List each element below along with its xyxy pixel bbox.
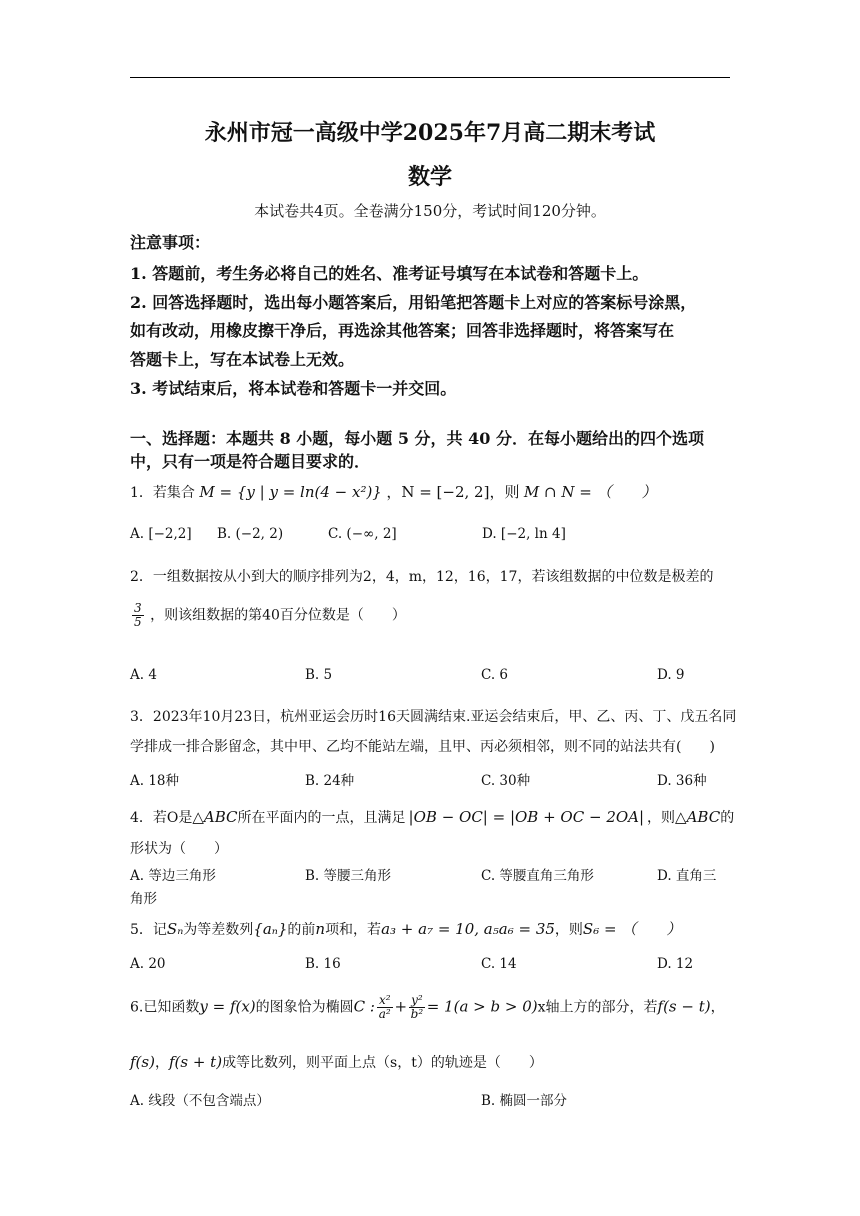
q6-frac-y: [409, 994, 425, 1021]
q1-option-c: C. (−∞, 2]: [328, 526, 397, 542]
notice-item-2-line-1: 2. 回答选择题时，选出每小题答案后，用铅笔把答题卡上对应的答案标号涂黑，: [130, 293, 697, 312]
q1-option-a: A. [−2,2]: [130, 526, 192, 542]
q6-text-d: ，: [710, 999, 725, 1016]
q1-option-d: D. [−2, ln 4]: [482, 526, 566, 542]
q6-text-e: ，: [154, 1055, 169, 1071]
q2-option-c: C. 6: [481, 667, 509, 683]
q4-option-a: A. 等边三角形: [130, 868, 216, 884]
q1-set: M = {y | y = ln(4 − x²)}: [199, 483, 382, 501]
q2-option-d: D. 9: [657, 667, 685, 683]
question-3-line-2: 学排成一排合影留念，其中甲、乙均不能站左端，且甲、丙必须相邻，则不同的站法共有( ): [130, 739, 715, 755]
q6-f-s-minus-t: f(s − t): [657, 997, 711, 1016]
question-2-line-2: [130, 602, 406, 629]
notice-item-3: 3. 考试结束后，将本试卷和答题卡一并交回。: [130, 379, 457, 398]
q2-fraction: [132, 602, 144, 629]
question-6-line-1: 6.已知函数y = f(x)的图象恰为椭圆C : $\frac{\text{x²}}{\text{a²}}$ + $\frac{\text{y²}}{\text{b²}}$ = 1(a > b > 0)x轴上方的部分，若f(s − t)，: [130, 993, 725, 1021]
exam-info: 本试卷共4页。全卷满分150分，考试时间120分钟。: [254, 202, 606, 220]
q5-condition: a₃ + a₇ = 10, a₅a₆ = 35: [381, 920, 555, 938]
q5-sn: Sₙ: [166, 920, 184, 938]
q6-func: y = f(x): [199, 997, 256, 1016]
q1-prefix: 1．若集合: [130, 485, 195, 501]
header-rule: [130, 77, 730, 78]
q3-option-c: C. 30种: [481, 773, 531, 789]
q5-text-a: 5．记: [130, 922, 167, 938]
notice-item-2-line-3: 答题卡上，写在本试卷上无效。: [130, 350, 355, 369]
q4-option-d-wrap: 角形: [130, 891, 157, 907]
q4-text-d: 的: [720, 810, 735, 826]
q5-text-e: ，则: [554, 922, 583, 938]
q6-frac-x-den: a²: [378, 1007, 391, 1021]
q4-text-a: 4．若O是: [130, 810, 193, 826]
q2-line-2-text: ，则该组数据的第40百分位数是（ ）: [150, 607, 406, 624]
q3-option-d: D. 36种: [657, 773, 707, 789]
q5-text-d: 项和，若: [325, 922, 382, 938]
question-5: [130, 918, 681, 939]
q5-option-a: A. 20: [130, 956, 166, 972]
q6-ellipse-c: C :: [353, 997, 375, 1016]
q6-f-s: f(s): [130, 1053, 155, 1071]
q3-option-a: A. 18种: [130, 773, 180, 789]
section-1-line-2: 中，只有一项是符合题目要求的．: [130, 452, 371, 471]
q6-frac-y-den: b²: [410, 1007, 424, 1021]
q1-option-b: B. (−2, 2): [217, 526, 284, 542]
question-2-line-1: 2．一组数据按从小到大的顺序排列为2，4，m，12，16，17，若该组数据的中位数是极差的: [130, 569, 714, 585]
q6-option-a: A. 线段（不包含端点）: [130, 1093, 270, 1109]
section-1-line-1: 一、选择题：本题共 8 小题，每小题 5 分，共 40 分．在每小题给出的四个选项: [130, 429, 704, 448]
q4-option-b: B. 等腰三角形: [305, 868, 392, 884]
q6-text-a: 6.已知函数: [130, 999, 200, 1016]
notice-heading: 注意事项：: [130, 233, 211, 252]
q1-n-part: ，N = [−2, 2]，则: [386, 483, 520, 501]
question-6-line-2: [130, 1052, 543, 1072]
notice-item-1: 1. 答题前，考生务必将自己的姓名、准考证号填写在本试卷和答题卡上。: [130, 264, 649, 283]
q2-option-b: B. 5: [305, 667, 333, 683]
q6-frac-x-num: x²: [378, 993, 391, 1007]
q5-text-c: 的前: [287, 922, 316, 938]
q5-ask: S₆ = （ ）: [582, 920, 682, 938]
notice-item-2-line-2: 如有改动，用橡皮擦干净后，再选涂其他答案；回答非选择题时，将答案写在: [130, 321, 675, 340]
q6-frac-x: [377, 994, 393, 1021]
question-4-line-2: 形状为（ ）: [130, 841, 228, 857]
q4-triangle: △ABC: [192, 808, 238, 826]
exam-title: 永州市冠一高级中学2025年7月高二期末考试: [204, 120, 656, 146]
q6-frac-y-num: y²: [411, 993, 423, 1007]
question-4-line-1: [130, 806, 734, 828]
q1-ask: M ∩ N = （ ）: [523, 483, 657, 501]
q2-option-a: A. 4: [130, 667, 157, 683]
q6-ellipse-tail: = 1(a > b > 0): [426, 997, 538, 1016]
q6-text-f: 成等比数列，则平面上点（s，t）的轨迹是（ ）: [222, 1055, 543, 1071]
q6-text-b: 的图象恰为椭圆: [255, 999, 354, 1016]
q4-text-c: ，则: [647, 810, 676, 826]
q3-option-b: B. 24种: [305, 773, 355, 789]
q2-fraction-num: 3: [134, 601, 142, 615]
q4-triangle-2: △ABC: [675, 808, 721, 826]
q4-text-b: 所在平面内的一点，且满足: [237, 810, 406, 826]
q5-option-c: C. 14: [481, 956, 517, 972]
q6-text-c: x轴上方的部分，若: [537, 999, 658, 1016]
q6-f-s-plus-t: f(s + t): [168, 1053, 223, 1071]
q5-text-b: 为等差数列: [183, 922, 254, 938]
q2-fraction-den: 5: [134, 615, 142, 629]
q5-option-b: B. 16: [305, 956, 341, 972]
question-3-line-1: 3．2023年10月23日，杭州亚运会历时16天圆满结束.亚运会结束后，甲、乙、丙、丁、戊五名同: [130, 709, 737, 725]
q4-option-c: C. 等腰直角三角形: [481, 868, 594, 884]
q6-option-b: B. 椭圆一部分: [481, 1093, 568, 1109]
q4-condition: |OB − OC| = |OB + OC − 2OA|: [408, 808, 645, 826]
question-1: [130, 481, 657, 502]
q5-an: {aₙ}: [253, 920, 288, 938]
exam-subject: 数学: [407, 164, 452, 190]
q4-option-d: D. 直角三: [657, 868, 717, 884]
q5-option-d: D. 12: [657, 956, 694, 972]
q5-n: n: [315, 920, 326, 938]
